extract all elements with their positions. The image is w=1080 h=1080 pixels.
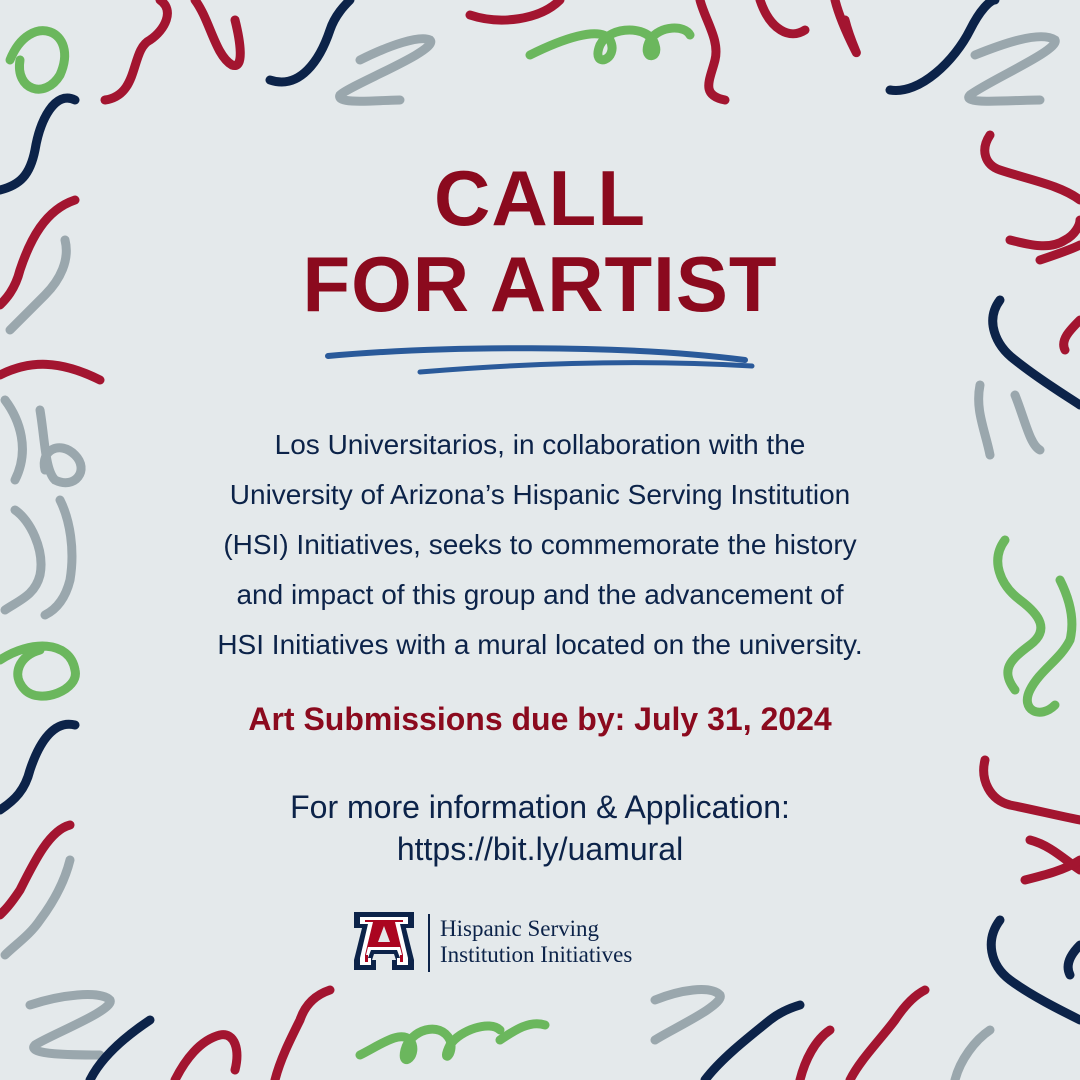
- confetti-squiggle: [40, 410, 81, 483]
- confetti-squiggle: [1064, 320, 1080, 350]
- logo-divider: [428, 914, 430, 972]
- confetti-squiggle: [530, 28, 690, 60]
- confetti-squiggle: [969, 37, 1056, 102]
- confetti-squiggle: [470, 0, 560, 20]
- title-underline-scribble: [320, 338, 760, 388]
- logo-text: [440, 916, 632, 968]
- confetti-squiggle: [1015, 395, 1040, 450]
- confetti-squiggle: [30, 995, 110, 1055]
- confetti-squiggle: [275, 990, 330, 1080]
- confetti-squiggle: [500, 1024, 545, 1040]
- confetti-squiggle: [105, 0, 167, 100]
- confetti-squiggle: [10, 31, 65, 89]
- confetti-squiggle: [90, 1020, 150, 1080]
- confetti-squiggle: [850, 990, 925, 1080]
- confetti-squiggle: [800, 1030, 830, 1080]
- more-info: [0, 786, 1080, 870]
- logo-text-line-2: Institution Initiatives: [440, 942, 633, 967]
- hsi-logo: [352, 908, 732, 974]
- application-url[interactable]: https://bit.ly/uamural: [396, 831, 684, 867]
- confetti-squiggle: [45, 500, 72, 615]
- confetti-squiggle: [998, 540, 1041, 690]
- confetti-squiggle: [655, 990, 720, 1040]
- logo-text-line-1: Hispanic Serving: [440, 916, 600, 941]
- description-line: and impact of this group and the advancement of: [236, 579, 844, 610]
- confetti-squiggle: [195, 0, 240, 66]
- confetti-squiggle: [0, 364, 100, 380]
- description: [140, 420, 940, 670]
- title-line-2: FOR ARTIST: [302, 240, 778, 328]
- confetti-squiggle: [979, 385, 990, 455]
- description-line: HSI Initiatives with a mural located on the university.: [217, 629, 863, 660]
- confetti-squiggle: [5, 860, 70, 955]
- description-line: Los Universitarios, in collaboration with the: [274, 429, 806, 460]
- confetti-squiggle: [705, 1005, 800, 1080]
- submission-deadline: Art Submissions due by: July 31, 2024: [248, 701, 832, 737]
- title-line-1: CALL: [434, 154, 646, 242]
- description-line: University of Arizona’s Hispanic Serving Institution: [229, 479, 851, 510]
- confetti-squiggle: [5, 400, 22, 480]
- confetti-squiggle: [955, 1030, 990, 1080]
- confetti-squiggle: [890, 0, 995, 90]
- confetti-squiggle: [270, 0, 350, 82]
- confetti-squiggle: [360, 1026, 500, 1060]
- confetti-squiggle: [175, 1035, 237, 1080]
- confetti-squiggle: [1068, 945, 1080, 975]
- confetti-squiggle: [835, 0, 856, 53]
- university-a-logo-icon: [352, 908, 416, 974]
- confetti-squiggle: [340, 39, 431, 102]
- confetti-squiggle: [0, 646, 75, 696]
- confetti-squiggle: [760, 0, 805, 34]
- confetti-squiggle: [5, 510, 41, 610]
- confetti-squiggle: [700, 0, 725, 100]
- more-info-label: For more information & Application:: [290, 789, 790, 825]
- description-line: (HSI) Initiatives, seeks to commemorate the history: [223, 529, 857, 560]
